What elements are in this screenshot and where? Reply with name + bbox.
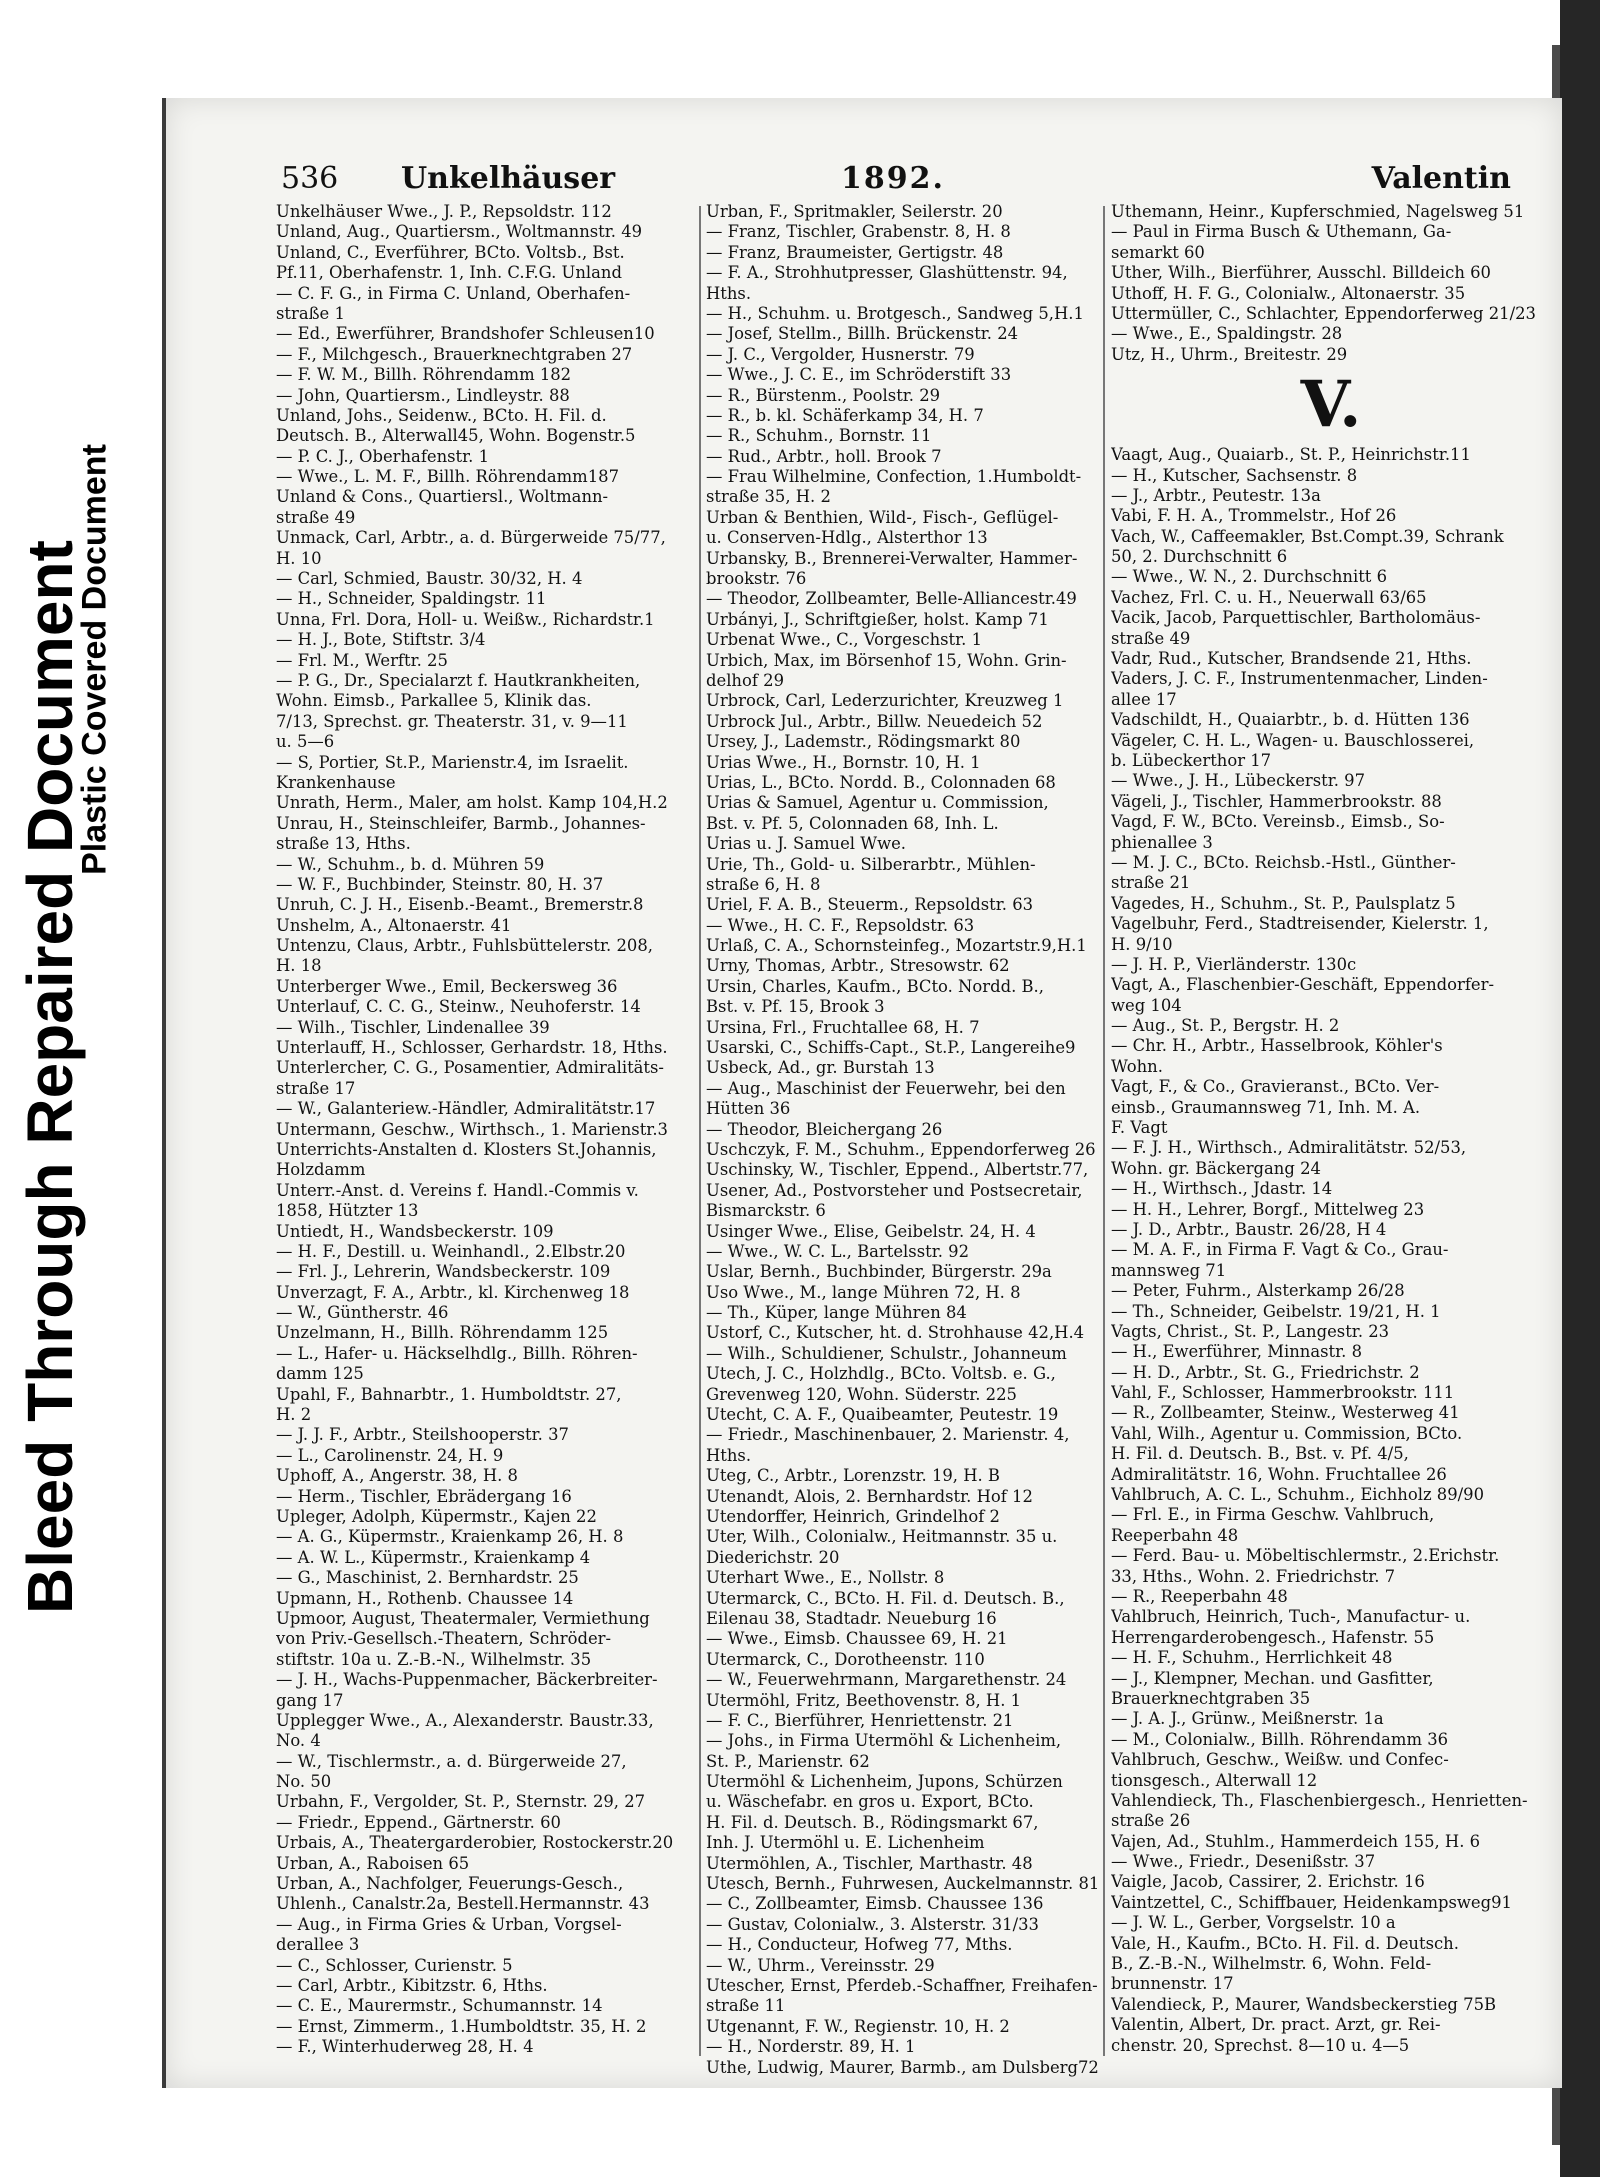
directory-entry-line: straße 21 (1111, 873, 1191, 893)
directory-entry-line: Vägeler, C. H. L., Wagen- u. Bauschlosserei, (1111, 730, 1475, 750)
directory-entry-line: Brauerknechtgraben 35 (1111, 1688, 1311, 1708)
directory-entry-line: Vale, H., Kaufm., BCto. H. Fil. d. Deutsch. (1111, 1933, 1459, 1953)
directory-entry-line: Utesch, Bernh., Fuhrwesen, Auckelmannstr. 81 (706, 1874, 1100, 1894)
directory-entry-line: Unruh, C. J. H., Eisenb.-Beamt., Bremerstr.8 (276, 895, 644, 915)
directory-entry-line: Untenzu, Claus, Arbtr., Fuhlsbüttelerstr. 208, (276, 936, 653, 956)
directory-entry-line: tionsgesch., Alterwall 12 (1111, 1770, 1318, 1790)
entry-column-1 (276, 202, 696, 2058)
directory-entry-line: Unterlauf, C. C. G., Steinw., Neuhoferstr. 14 (276, 997, 641, 1017)
directory-entry-line: gang 17 (276, 1690, 344, 1710)
directory-entry-line: — Josef, Stellm., Billh. Brückenstr. 24 (706, 324, 1019, 344)
entry-column-3 (1111, 202, 1551, 2056)
directory-entry-line: Upplegger Wwe., A., Alexanderstr. Baustr.33, (276, 1710, 654, 1730)
directory-entry-line: — Frl. J., Lehrerin, Wandsbeckerstr. 109 (276, 1262, 611, 1282)
directory-entry-line: mannsweg 71 (1111, 1260, 1227, 1280)
bleed-through-label: Bleed Through Repaired Document (14, 540, 86, 1614)
directory-entry-line: F. Vagt (1111, 1118, 1168, 1138)
directory-entry-line: Uriel, F. A. B., Steuerm., Repsoldstr. 63 (706, 895, 1034, 915)
directory-entry-line: — W., Güntherstr. 46 (276, 1303, 449, 1323)
directory-entry-line: — C., Zollbeamter, Eimsb. Chaussee 136 (706, 1894, 1044, 1914)
directory-entry-line: — Carl, Arbtr., Kibitzstr. 6, Hths. (276, 1975, 548, 1995)
directory-entry-line: Vahlbruch, Geschw., Weißw. und Confec- (1111, 1750, 1449, 1770)
directory-entry-line: — H., Ewerführer, Minnastr. 8 (1111, 1342, 1363, 1362)
directory-entry-line: — Friedr., Maschinenbauer, 2. Marienstr. 4, (706, 1425, 1070, 1445)
directory-entry-line: Utecht, C. A. F., Quaibeamter, Peutestr. 19 (706, 1405, 1059, 1425)
directory-entry-line: straße 6, H. 8 (706, 874, 821, 894)
directory-entry-line: — Theodor, Bleichergang 26 (706, 1119, 943, 1139)
directory-entry-line: Upmann, H., Rothenb. Chaussee 14 (276, 1588, 574, 1608)
directory-entry-line: — Wilh., Schuldiener, Schulstr., Johanneum (706, 1343, 1067, 1363)
directory-entry-line: — F. C., Bierführer, Henriettenstr. 21 (706, 1710, 1014, 1730)
directory-entry-line: weg 104 (1111, 995, 1182, 1015)
directory-entry-line: Uschinsky, W., Tischler, Eppend., Albertstr.77, (706, 1160, 1089, 1180)
directory-entry-line: brunnenstr. 17 (1111, 1974, 1234, 1994)
directory-entry-line: — Wilh., Tischler, Lindenallee 39 (276, 1017, 550, 1037)
directory-entry-line: Unland, Aug., Quartiersm., Woltmannstr. 49 (276, 222, 643, 242)
directory-entry-line: Urban & Benthien, Wild-, Fisch-, Geflügel- (706, 507, 1059, 527)
directory-entry-line: — Franz, Tischler, Grabenstr. 8, H. 8 (706, 222, 1011, 242)
directory-entry-line: Vahl, Wilh., Agentur u. Commission, BCto. (1111, 1423, 1463, 1443)
directory-entry-line: Urbenat Wwe., C., Vorgeschstr. 1 (706, 630, 983, 650)
directory-entry-line: Uso Wwe., M., lange Mühren 72, H. 8 (706, 1282, 1021, 1302)
directory-entry-line: — Aug., Maschinist der Feuerwehr, bei den (706, 1078, 1066, 1098)
directory-entry-line: — W., Galanteriew.-Händler, Admiralitätstr.17 (276, 1099, 656, 1119)
directory-entry-line: phienallee 3 (1111, 832, 1213, 852)
directory-entry-line: Reeperbahn 48 (1111, 1525, 1239, 1545)
directory-entry-line: Vachez, Frl. C. u. H., Neuerwall 63/65 (1111, 587, 1427, 607)
directory-entry-line: — Wwe., J. H., Lübeckerstr. 97 (1111, 771, 1366, 791)
directory-entry-line: — Wwe., L. M. F., Billh. Röhrendamm187 (276, 467, 620, 487)
directory-entry-line: Ursina, Frl., Fruchtallee 68, H. 7 (706, 1017, 980, 1037)
directory-entry-line: — H. F., Schuhm., Herrlichkeit 48 (1111, 1648, 1393, 1668)
directory-entry-line: — R., b. kl. Schäferkamp 34, H. 7 (706, 405, 984, 425)
directory-entry-line: u. 5—6 (276, 732, 335, 752)
directory-entry-line: — M., Colonialw., Billh. Röhrendamm 36 (1111, 1729, 1449, 1749)
directory-entry-line: Urban, A., Raboisen 65 (276, 1853, 470, 1873)
directory-entry-line: straße 17 (276, 1078, 356, 1098)
directory-entry-line: Utermarck, C., BCto. H. Fil. d. Deutsch. B., (706, 1588, 1065, 1608)
directory-entry-line: Usarski, C., Schiffs-Capt., St.P., Langereihe9 (706, 1038, 1076, 1058)
directory-entry-line: — Frl. E., in Firma Geschw. Vahlbruch, (1111, 1505, 1435, 1525)
directory-entry-line: — Theodor, Zollbeamter, Belle-Alliancestr.49 (706, 589, 1077, 609)
directory-entry-line: — J. H. P., Vierländerstr. 130c (1111, 954, 1357, 974)
directory-entry-line: Urbich, Max, im Börsenhof 15, Wohn. Grin- (706, 650, 1067, 670)
directory-entry-line: einsb., Graumannsweg 71, Inh. M. A. (1111, 1097, 1421, 1117)
directory-entry-line: Uteg, C., Arbtr., Lorenzstr. 19, H. B (706, 1466, 1000, 1486)
directory-entry-line: — Johs., in Firma Utermöhl & Lichenheim, (706, 1731, 1062, 1751)
directory-entry-line: 33, Hths., Wohn. 2. Friedrichstr. 7 (1111, 1566, 1396, 1586)
directory-entry-line: Vahlendieck, Th., Flaschenbiergesch., Henrietten- (1111, 1790, 1528, 1810)
directory-entry-line: — H., Wirthsch., Jdastr. 14 (1111, 1179, 1333, 1199)
directory-entry-line: — Paul in Firma Busch & Uthemann, Ga- (1111, 222, 1452, 242)
directory-entry-line: H. 9/10 (1111, 934, 1173, 954)
directory-entry-line: Uschczyk, F. M., Schuhm., Eppendorferweg 26 (706, 1139, 1096, 1159)
directory-entry-line: Hths. (706, 283, 752, 303)
directory-entry-line: Unzelmann, H., Billh. Röhrendamm 125 (276, 1323, 609, 1343)
directory-entry-line: Urbrock Jul., Arbtr., Billw. Neuedeich 52 (706, 711, 1043, 731)
directory-entry-line: — L., Hafer- u. Häckselhdlg., Billh. Röhren- (276, 1343, 638, 1363)
directory-entry-line: Uther, Wilh., Bierführer, Ausschl. Billdeich 60 (1111, 263, 1491, 283)
directory-entry-line: Urias Wwe., H., Bornstr. 10, H. 1 (706, 752, 981, 772)
directory-entry-line: — J. A. J., Grünw., Meißnerstr. 1a (1111, 1709, 1384, 1729)
directory-entry-line: Vahl, F., Schlosser, Hammerbrookstr. 111 (1111, 1383, 1455, 1403)
directory-entry-line: No. 50 (276, 1772, 332, 1792)
directory-entry-line: Urny, Thomas, Arbtr., Stresowstr. 62 (706, 956, 1010, 976)
directory-entry-line: damm 125 (276, 1364, 364, 1384)
directory-entry-line: Ursey, J., Lademstr., Rödingsmarkt 80 (706, 732, 1021, 752)
directory-entry-line: Vagd, F. W., BCto. Vereinsb., Eimsb., So- (1111, 812, 1445, 832)
directory-entry-line: Unterrichts-Anstalten d. Klosters St.Johannis, (276, 1139, 657, 1159)
directory-entry-line: Herrengarderobengesch., Hafenstr. 55 (1111, 1627, 1435, 1647)
directory-entry-line: Uter, Wilh., Colonialw., Heitmannstr. 35 u. (706, 1527, 1058, 1547)
directory-entry-line: Vadr, Rud., Kutscher, Brandsende 21, Hths. (1111, 649, 1472, 669)
directory-entry-line: Upahl, F., Bahnarbtr., 1. Humboldtstr. 27, (276, 1384, 622, 1404)
directory-entry-line: St. P., Marienstr. 62 (706, 1751, 870, 1771)
directory-entry-line: allee 17 (1111, 689, 1177, 709)
directory-entry-line: Urias, L., BCto. Nordd. B., Colonnaden 68 (706, 772, 1056, 792)
directory-entry-line: Vagts, Christ., St. P., Langestr. 23 (1111, 1321, 1390, 1341)
directory-entry-line: Utech, J. C., Holzhdlg., BCto. Voltsb. e. G., (706, 1364, 1056, 1384)
directory-entry-line: straße 26 (1111, 1811, 1191, 1831)
directory-entry-line: — Ernst, Zimmerm., 1.Humboldtstr. 35, H. 2 (276, 2016, 647, 2036)
directory-entry-line: H. 10 (276, 548, 322, 568)
directory-entry-line: — H., Schneider, Spaldingstr. 11 (276, 589, 547, 609)
directory-entry-line: — M. A. F., in Firma F. Vagt & Co., Grau- (1111, 1240, 1449, 1260)
scan-dark-border (1560, 0, 1600, 2177)
directory-entry-line: — Frl. M., Werftr. 25 (276, 650, 448, 670)
directory-entry-line: Utescher, Ernst, Pferdeb.-Schaffner, Freihafen- (706, 1975, 1098, 1995)
directory-entry-line: — Herm., Tischler, Ebrädergang 16 (276, 1486, 572, 1506)
directory-entry-line: — R., Schuhm., Bornstr. 11 (706, 426, 932, 446)
directory-entry-line: Vagedes, H., Schuhm., St. P., Paulsplatz 5 (1111, 893, 1456, 913)
directory-entry-line: Uslar, Bernh., Buchbinder, Bürgerstr. 29a (706, 1262, 1052, 1282)
directory-entry-line: — F. J. H., Wirthsch., Admiralitätstr. 52/53, (1111, 1138, 1467, 1158)
directory-entry-line: — Wwe., W. N., 2. Durchschnitt 6 (1111, 567, 1388, 587)
directory-entry-line: — C. F. G., in Firma C. Unland, Oberhafen- (276, 283, 631, 303)
directory-page (162, 98, 1562, 2088)
directory-entry-line: Uthemann, Heinr., Kupferschmied, Nagelsweg 51 (1111, 202, 1525, 221)
directory-entry-line: Urbansky, B., Brennerei-Verwalter, Hammer- (706, 548, 1078, 568)
directory-entry-line: — Franz, Braumeister, Gertigstr. 48 (706, 242, 1004, 262)
directory-entry-line: stiftstr. 10a u. Z.-B.-N., Wilhelmstr. 35 (276, 1649, 592, 1669)
directory-entry-line: Vaintzettel, C., Schiffbauer, Heidenkampsweg91 (1111, 1892, 1512, 1912)
directory-entry-line: H. Fil. d. Deutsch. B., Rödingsmarkt 67, (706, 1812, 1039, 1832)
directory-entry-line: Unverzagt, F. A., Arbtr., kl. Kirchenweg 18 (276, 1282, 630, 1302)
directory-entry-line: chenstr. 20, Sprechst. 8—10 u. 4—5 (1111, 2035, 1410, 2055)
directory-entry-line: — A. W. L., Küpermstr., Kraienkamp 4 (276, 1547, 591, 1567)
directory-entry-line: — R., Reeperbahn 48 (1111, 1587, 1288, 1606)
directory-entry-line: Unrau, H., Steinschleifer, Barmb., Johannes- (276, 813, 646, 833)
directory-entry-line: Vach, W., Caffeemakler, Bst.Compt.39, Schrank (1111, 526, 1504, 546)
entry-column-2 (706, 202, 1126, 2078)
directory-entry-line: — R., Bürstenm., Poolstr. 29 (706, 385, 941, 405)
directory-entry-line: — A. G., Küpermstr., Kraienkamp 26, H. 8 (276, 1527, 624, 1547)
directory-entry-line: H. Fil. d. Deutsch. B., Bst. v. Pf. 4/5, (1111, 1444, 1409, 1464)
directory-entry-line: Hütten 36 (706, 1099, 791, 1119)
directory-entry-line: Diederichstr. 20 (706, 1547, 840, 1567)
directory-entry-line: — R., Zollbeamter, Steinw., Westerweg 41 (1111, 1403, 1460, 1423)
directory-entry-line: Hths. (706, 1445, 752, 1465)
directory-entry-line: — Ed., Ewerführer, Brandshofer Schleusen10 (276, 324, 655, 344)
directory-entry-line: — Wwe., E., Spaldingstr. 28 (1111, 324, 1343, 344)
directory-entry-line: Untermann, Geschw., Wirthsch., 1. Marienstr.3 (276, 1119, 668, 1139)
directory-entry-line: H. 2 (276, 1405, 312, 1425)
directory-entry-line: — H., Schuhm. u. Brotgesch., Sandweg 5,H.1 (706, 303, 1084, 323)
directory-entry-line: — H., Kutscher, Sachsenstr. 8 (1111, 465, 1358, 485)
directory-entry-line: No. 4 (276, 1731, 321, 1751)
directory-entry-line: semarkt 60 (1111, 242, 1205, 262)
directory-entry-line: Wohn. gr. Bäckergang 24 (1111, 1158, 1321, 1178)
directory-entry-line: Urlaß, C. A., Schornsteinfeg., Mozartstr.9,H.1 (706, 936, 1087, 956)
directory-entry-line: Utendorffer, Heinrich, Grindelhof 2 (706, 1507, 1000, 1526)
directory-entry-line: straße 49 (1111, 628, 1191, 648)
directory-entry-line: Bst. v. Pf. 15, Brook 3 (706, 997, 885, 1017)
directory-entry-line: — Wwe., J. C. E., im Schröderstift 33 (706, 365, 1012, 385)
directory-entry-line: — Wwe., Eimsb. Chaussee 69, H. 21 (706, 1629, 1008, 1649)
directory-entry-line: Urban, F., Spritmakler, Seilerstr. 20 (706, 202, 1003, 221)
directory-entry-line: Grevenweg 120, Wohn. Süderstr. 225 (706, 1384, 1017, 1404)
directory-entry-line: Utermarck, C., Dorotheenstr. 110 (706, 1649, 985, 1669)
directory-entry-line: Urbrock, Carl, Lederzurichter, Kreuzweg 1 (706, 691, 1064, 711)
running-head-year: 1892. (841, 161, 945, 196)
directory-entry-line: delhof 29 (706, 670, 784, 690)
directory-entry-line: Uterhart Wwe., E., Nollstr. 8 (706, 1568, 945, 1588)
directory-entry-line: Utermöhl, Fritz, Beethovenstr. 8, H. 1 (706, 1690, 1022, 1710)
directory-entry-line: — H. H., Lehrer, Borgf., Mittelweg 23 (1111, 1199, 1425, 1219)
directory-entry-line: Urias & Samuel, Agentur u. Commission, (706, 793, 1049, 813)
directory-entry-line: — Rud., Arbtr., holl. Brook 7 (706, 446, 942, 466)
directory-entry-line: Deutsch. B., Alterwall45, Wohn. Bogenstr.5 (276, 426, 636, 446)
directory-entry-line: H. 18 (276, 956, 322, 976)
directory-entry-line: Urie, Th., Gold- u. Silberarbtr., Mühlen- (706, 854, 1036, 874)
directory-entry-line: b. Lübeckerthor 17 (1111, 750, 1272, 770)
directory-entry-line: straße 49 (276, 507, 356, 527)
directory-entry-line: Vahlbruch, A. C. L., Schuhm., Eichholz 89/90 (1111, 1485, 1485, 1505)
directory-entry-line: — W., Tischlermstr., a. d. Bürgerweide 27, (276, 1751, 627, 1771)
running-head-right: Valentin (1371, 161, 1511, 196)
directory-entry-line: — W., Feuerwehrmann, Margarethenstr. 24 (706, 1670, 1067, 1690)
directory-entry-line: derallee 3 (276, 1935, 360, 1955)
directory-entry-line: Ursin, Charles, Kaufm., BCto. Nordd. B., (706, 976, 1044, 996)
directory-entry-line: — J. C., Vergolder, Husnerstr. 79 (706, 344, 975, 364)
directory-entry-line: — Th., Schneider, Geibelstr. 19/21, H. 1 (1111, 1301, 1441, 1321)
directory-entry-line: von Priv.-Gesellsch.-Theatern, Schröder- (276, 1629, 612, 1649)
directory-entry-line: Upleger, Adolph, Küpermstr., Kajen 22 (276, 1507, 597, 1526)
page-header (281, 161, 1511, 201)
directory-entry-line: — C. E., Maurermstr., Schumannstr. 14 (276, 1996, 603, 2016)
directory-entry-line: — F., Winterhuderweg 28, H. 4 (276, 2037, 534, 2057)
directory-entry-line: 7/13, Sprechst. gr. Theaterstr. 31, v. 9—11 (276, 711, 628, 731)
directory-entry-line: Unterberger Wwe., Emil, Beckersweg 36 (276, 976, 618, 996)
directory-entry-line: Unna, Frl. Dora, Holl- u. Weißw., Richardstr.1 (276, 609, 655, 629)
directory-entry-line: — Gustav, Colonialw., 3. Alsterstr. 31/33 (706, 1914, 1039, 1934)
directory-entry-line: Krankenhause (276, 772, 396, 792)
directory-entry-line: — S, Portier, St.P., Marienstr.4, im Israelit. (276, 752, 629, 772)
directory-entry-line: — John, Quartiersm., Lindleystr. 88 (276, 385, 570, 405)
directory-entry-line: Utermöhl & Lichenheim, Jupons, Schürzen (706, 1772, 1063, 1792)
directory-entry-line: — Chr. H., Arbtr., Hasselbrook, Köhler's (1111, 1036, 1443, 1056)
directory-entry-line: — J., Klempner, Mechan. und Gasfitter, (1111, 1668, 1434, 1688)
directory-entry-line: 50, 2. Durchschnitt 6 (1111, 547, 1288, 567)
directory-entry-line: Usbeck, Ad., gr. Burstah 13 (706, 1058, 935, 1078)
directory-entry-line: Usinger Wwe., Elise, Geibelstr. 24, H. 4 (706, 1221, 1036, 1241)
directory-entry-line: Vacik, Jacob, Parquettischler, Bartholomäus- (1111, 608, 1481, 628)
directory-entry-line: Vajen, Ad., Stuhlm., Hammerdeich 155, H. 6 (1111, 1831, 1481, 1851)
directory-entry-line: — H., Norderstr. 89, H. 1 (706, 2037, 916, 2057)
directory-entry-line: — M. J. C., BCto. Reichsb.-Hstl., Günther- (1111, 852, 1456, 872)
directory-entry-line: B., Z.-B.-N., Wilhelmstr. 6, Wohn. Feld- (1111, 1954, 1432, 1974)
directory-entry-line: — J. J. F., Arbtr., Steilshooperstr. 37 (276, 1425, 569, 1445)
directory-entry-line: — F. A., Strohhutpresser, Glashüttenstr. 94, (706, 263, 1068, 283)
directory-entry-line: Utenandt, Alois, 2. Bernhardstr. Hof 12 (706, 1486, 1033, 1506)
directory-entry-line: — W., Schuhm., b. d. Mühren 59 (276, 854, 545, 874)
directory-entry-line: — H. F., Destill. u. Weinhandl., 2.Elbstr.20 (276, 1241, 626, 1261)
directory-entry-line: Unshelm, A., Altonaerstr. 41 (276, 915, 512, 935)
directory-entry-line: Valendieck, P., Maurer, Wandsbeckerstieg 75B (1111, 1994, 1497, 2014)
directory-entry-line: u. Wäschefabr. en gros u. Export, BCto. (706, 1792, 1034, 1812)
directory-entry-line: — Aug., St. P., Bergstr. H. 2 (1111, 1016, 1340, 1036)
directory-entry-line: Unmack, Carl, Arbtr., a. d. Bürgerweide 75/77, (276, 528, 666, 548)
directory-entry-line: straße 11 (706, 1996, 786, 2016)
directory-entry-line: — F. W. M., Billh. Röhrendamm 182 (276, 365, 572, 385)
directory-entry-line: Uphoff, A., Angerstr. 38, H. 8 (276, 1466, 518, 1486)
section-letter: V. (1300, 367, 1362, 443)
directory-entry-line: Unrath, Herm., Maler, am holst. Kamp 104,H.2 (276, 793, 668, 813)
directory-entry-line: Urban, A., Nachfolger, Feuerungs-Gesch., (276, 1874, 624, 1894)
directory-entry-line: — W., Uhrm., Vereinsstr. 29 (706, 1955, 935, 1975)
directory-entry-line: Unterr.-Anst. d. Vereins f. Handl.-Commis v. (276, 1180, 639, 1200)
directory-entry-line: — Wwe., Friedr., Desenißstr. 37 (1111, 1852, 1376, 1872)
directory-entry-line: — Peter, Fuhrm., Alsterkamp 26/28 (1111, 1281, 1405, 1301)
directory-entry-line: Bst. v. Pf. 5, Colonnaden 68, Inh. L. (706, 813, 999, 833)
directory-entry-line: Pf.11, Oberhafenstr. 1, Inh. C.F.G. Unland (276, 263, 622, 283)
directory-entry-line: — C., Schlosser, Curienstr. 5 (276, 1955, 513, 1975)
directory-entry-line: — L., Carolinenstr. 24, H. 9 (276, 1445, 504, 1465)
directory-entry-line: straße 1 (276, 303, 345, 323)
directory-entry-line: straße 35, H. 2 (706, 487, 831, 507)
directory-entry-line: Urbais, A., Theatergarderobier, Rostockerstr.20 (276, 1833, 674, 1853)
directory-entry-line: Utgenannt, F. W., Regienstr. 10, H. 2 (706, 2016, 1010, 2036)
directory-entry-line: — P. G., Dr., Specialarzt f. Hautkrankheiten, (276, 670, 641, 690)
directory-entry-line: Vägeli, J., Tischler, Hammerbrookstr. 88 (1111, 791, 1442, 811)
directory-entry-line: — H., Conducteur, Hofweg 77, Mths. (706, 1935, 1013, 1955)
directory-entry-line: — W. F., Buchbinder, Steinstr. 80, H. 37 (276, 874, 604, 894)
directory-entry-line: Vaders, J. C. F., Instrumentenmacher, Linden- (1111, 669, 1488, 689)
side-labels (0, 0, 165, 2177)
directory-entry-line: Valentin, Albert, Dr. pract. Arzt, gr. Rei- (1111, 2015, 1441, 2035)
directory-entry-line: — P. C. J., Oberhafenstr. 1 (276, 446, 490, 466)
directory-entry-line: Urbányi, J., Schriftgießer, holst. Kamp 71 (706, 609, 1049, 629)
directory-entry-line: Inh. J. Utermöhl u. E. Lichenheim (706, 1833, 985, 1853)
directory-entry-line: Holzdamm (276, 1160, 366, 1180)
directory-entry-line: straße 13, Hths. (276, 834, 411, 854)
directory-entry-line: Vabi, F. H. A., Trommelstr., Hof 26 (1111, 506, 1397, 526)
directory-entry-line: brookstr. 76 (706, 569, 807, 589)
directory-entry-line: Utermöhlen, A., Tischler, Marthastr. 48 (706, 1853, 1033, 1873)
directory-entry-line: Upmoor, August, Theatermaler, Vermiethung (276, 1608, 650, 1628)
directory-entry-line: — F., Milchgesch., Brauerknechtgraben 27 (276, 344, 633, 364)
directory-entry-line: Uthoff, H. F. G., Colonialw., Altonaerstr. 35 (1111, 283, 1466, 303)
directory-entry-line: — H. D., Arbtr., St. G., Friedrichstr. 2 (1111, 1362, 1420, 1382)
directory-entry-line: Wohn. (1111, 1056, 1163, 1076)
directory-entry-line: Admiralitätstr. 16, Wohn. Fruchtallee 26 (1111, 1464, 1447, 1484)
directory-entry-line: — Ferd. Bau- u. Möbeltischlermstr., 2.Erichstr. (1111, 1546, 1500, 1566)
directory-entry-line: Wohn. Eimsb., Parkallee 5, Klinik das. (276, 691, 592, 711)
directory-entry-line: — Aug., in Firma Gries & Urban, Vorgsel- (276, 1914, 622, 1934)
directory-entry-line: — J., Arbtr., Peutestr. 13a (1111, 485, 1321, 505)
directory-entry-line: — Th., Küper, lange Mühren 84 (706, 1303, 967, 1323)
directory-entry-line: Vagt, A., Flaschenbier-Geschäft, Eppendorfer- (1111, 975, 1494, 995)
directory-entry-line: Utz, H., Uhrm., Breitestr. 29 (1111, 344, 1348, 364)
directory-entry-line: Urias u. J. Samuel Wwe. (706, 834, 907, 854)
running-head-left: Unkelhäuser (401, 161, 616, 196)
plastic-covered-label: Plastic Covered Document (75, 444, 114, 875)
directory-entry-line: 1858, Hützter 13 (276, 1201, 419, 1221)
directory-entry-line: Vahlbruch, Heinrich, Tuch-, Manufactur- u. (1111, 1607, 1471, 1627)
directory-entry-line: Vagelbuhr, Ferd., Stadtreisender, Kielerstr. 1, (1111, 914, 1489, 934)
directory-entry-line: Usener, Ad., Postvorsteher und Postsecretair, (706, 1180, 1083, 1200)
directory-entry-line: Bismarckstr. 6 (706, 1201, 826, 1221)
directory-entry-line: — Wwe., H. C. F., Repsoldstr. 63 (706, 915, 975, 935)
directory-entry-line: — G., Maschinist, 2. Bernhardstr. 25 (276, 1568, 579, 1588)
directory-entry-line: — Carl, Schmied, Baustr. 30/32, H. 4 (276, 569, 583, 589)
directory-entry-line: — Frau Wilhelmine, Confection, 1.Humboldt- (706, 467, 1082, 487)
directory-entry-line: — Wwe., W. C. L., Bartelsstr. 92 (706, 1241, 969, 1261)
directory-entry-line: — J. W. L., Gerber, Vorgselstr. 10 a (1111, 1913, 1396, 1933)
directory-entry-line: Vadschildt, H., Quaiarbtr., b. d. Hütten 136 (1111, 710, 1470, 730)
directory-entry-line: Unkelhäuser Wwe., J. P., Repsoldstr. 112 (276, 202, 612, 221)
column-rule (699, 206, 701, 2056)
directory-entry-line: — J. H., Wachs-Puppenmacher, Bäckerbreiter- (276, 1670, 658, 1690)
directory-entry-line: Unland & Cons., Quartiersl., Woltmann- (276, 487, 609, 507)
directory-entry-line: Ustorf, C., Kutscher, ht. d. Strohhause 42,H.4 (706, 1323, 1085, 1343)
directory-entry-line: Uhlenh., Canalstr.2a, Bestell.Hermannstr. 43 (276, 1894, 650, 1914)
directory-entry-line: Uttermüller, C., Schlachter, Eppendorferweg 21/23 (1111, 303, 1536, 323)
directory-entry-line: — Friedr., Eppend., Gärtnerstr. 60 (276, 1812, 561, 1832)
directory-entry-line: Vagt, F., & Co., Gravieranst., BCto. Ver- (1111, 1077, 1440, 1097)
directory-entry-line: Unland, C., Everführer, BCto. Voltsb., Bst. (276, 242, 625, 262)
directory-entry-line: Eilenau 38, Stadtadr. Neueburg 16 (706, 1608, 997, 1628)
directory-entry-line: Unland, Johs., Seidenw., BCto. H. Fil. d. (276, 405, 607, 425)
directory-entry-line: Untiedt, H., Wandsbeckerstr. 109 (276, 1221, 554, 1241)
directory-entry-line: Vaagt, Aug., Quaiarb., St. P., Heinrichstr.11 (1111, 445, 1471, 465)
directory-entry-line: Urbahn, F., Vergolder, St. P., Sternstr. 29, 27 (276, 1792, 646, 1812)
directory-entry-line: Vaigle, Jacob, Cassirer, 2. Erichstr. 16 (1111, 1872, 1425, 1892)
directory-entry-line: Unterlauff, H., Schlosser, Gerhardstr. 18, Hths. (276, 1038, 668, 1058)
directory-entry-line: Unterlercher, C. G., Posamentier, Admiralitäts- (276, 1058, 664, 1078)
directory-entry-line: — J. D., Arbtr., Baustr. 26/28, H 4 (1111, 1219, 1387, 1239)
directory-entry-line: — H. J., Bote, Stiftstr. 3/4 (276, 630, 486, 650)
directory-entry-line: Uthe, Ludwig, Maurer, Barmb., am Dulsberg72 (706, 2057, 1099, 2077)
page-number: 536 (281, 161, 339, 196)
directory-entry-line: u. Conserven-Hdlg., Alsterthor 13 (706, 528, 988, 548)
